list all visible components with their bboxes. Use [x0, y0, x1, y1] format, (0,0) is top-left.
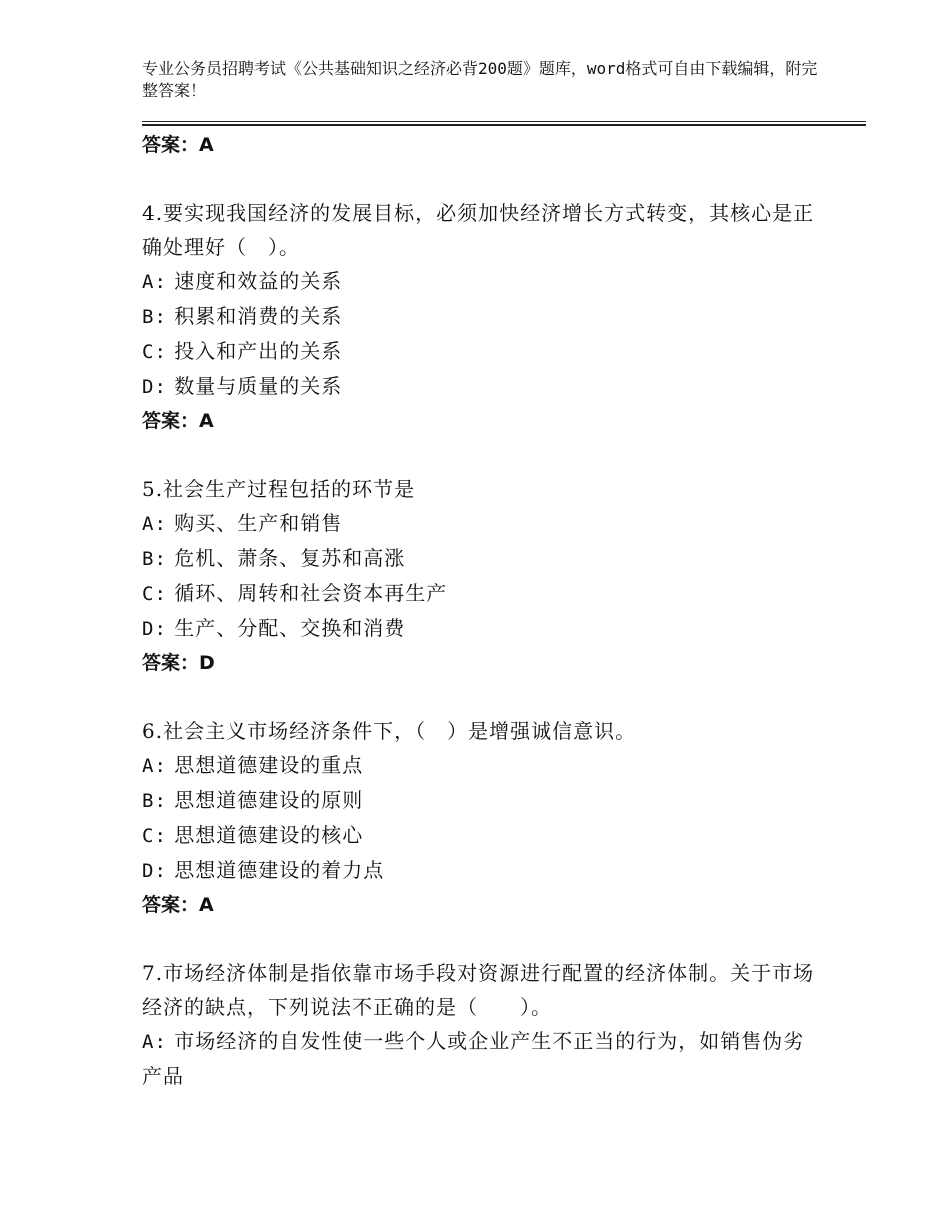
- option-a: [142, 506, 822, 541]
- option-prefix: A:: [142, 271, 167, 293]
- option-text: 生产、分配、交换和消费: [174, 616, 406, 640]
- option-c: [142, 334, 822, 369]
- option-prefix: B:: [142, 790, 167, 812]
- option-a: [142, 1024, 822, 1093]
- question-text: 7.市场经济体制是指依靠市场手段对资源进行配置的经济体制。关于市场经济的缺点，下列说法不正确的是（ ）。: [142, 961, 815, 1019]
- option-b: [142, 783, 822, 818]
- option-prefix: A:: [142, 1031, 167, 1053]
- question-text: 5.社会生产过程包括的环节是: [142, 477, 416, 501]
- option-text: 速度和效益的关系: [174, 269, 343, 293]
- question-item: [142, 956, 822, 1093]
- option-d: [142, 369, 822, 404]
- option-a: [142, 748, 822, 783]
- question-item: [142, 196, 822, 438]
- answer-label: 答案：A: [142, 410, 214, 432]
- option-text: 思想道德建设的原则: [174, 788, 364, 812]
- option-text: 市场经济的自发性使一些个人或企业产生不正当的行为，如销售伪劣产品: [142, 1029, 805, 1088]
- option-b: [142, 541, 822, 576]
- question-list: [142, 126, 822, 1093]
- option-d: [142, 853, 822, 888]
- question-text: 4.要实现我国经济的发展目标，必须加快经济增长方式转变，其核心是正确处理好（ ）。: [142, 201, 815, 259]
- option-a: [142, 264, 822, 299]
- question-item: [142, 714, 822, 922]
- option-text: 循环、周转和社会资本再生产: [174, 581, 448, 605]
- option-text: 思想道德建设的核心: [174, 823, 364, 847]
- option-prefix: A:: [142, 513, 167, 535]
- option-prefix: B:: [142, 548, 167, 570]
- option-b: [142, 299, 822, 334]
- option-prefix: B:: [142, 306, 167, 328]
- question-text: 6.社会主义市场经济条件下，（ ）是增强诚信意识。: [142, 719, 637, 743]
- question-item: [142, 472, 822, 680]
- option-text: 思想道德建设的重点: [174, 753, 364, 777]
- option-prefix: C:: [142, 583, 167, 605]
- answer-label: 答案：D: [142, 652, 215, 674]
- option-c: [142, 818, 822, 853]
- option-prefix: C:: [142, 341, 167, 363]
- option-prefix: A:: [142, 755, 167, 777]
- option-text: 购买、生产和销售: [174, 511, 343, 535]
- option-prefix: D:: [142, 860, 167, 882]
- option-d: [142, 611, 822, 646]
- option-text: 数量与质量的关系: [174, 374, 343, 398]
- option-prefix: D:: [142, 618, 167, 640]
- previous-answer: 答案：A: [142, 134, 214, 156]
- answer-label: 答案：A: [142, 894, 214, 916]
- option-c: [142, 576, 822, 611]
- option-prefix: C:: [142, 825, 167, 847]
- option-text: 危机、萧条、复苏和高涨: [174, 546, 406, 570]
- header-divider: [142, 121, 866, 122]
- page-header: 专业公务员招聘考试《公共基础知识之经济必背200题》题库，word格式可自由下载编辑，附完整答案！: [142, 59, 818, 100]
- option-text: 积累和消费的关系: [174, 304, 343, 328]
- option-text: 投入和产出的关系: [174, 339, 343, 363]
- option-text: 思想道德建设的着力点: [174, 858, 385, 882]
- option-prefix: D:: [142, 376, 167, 398]
